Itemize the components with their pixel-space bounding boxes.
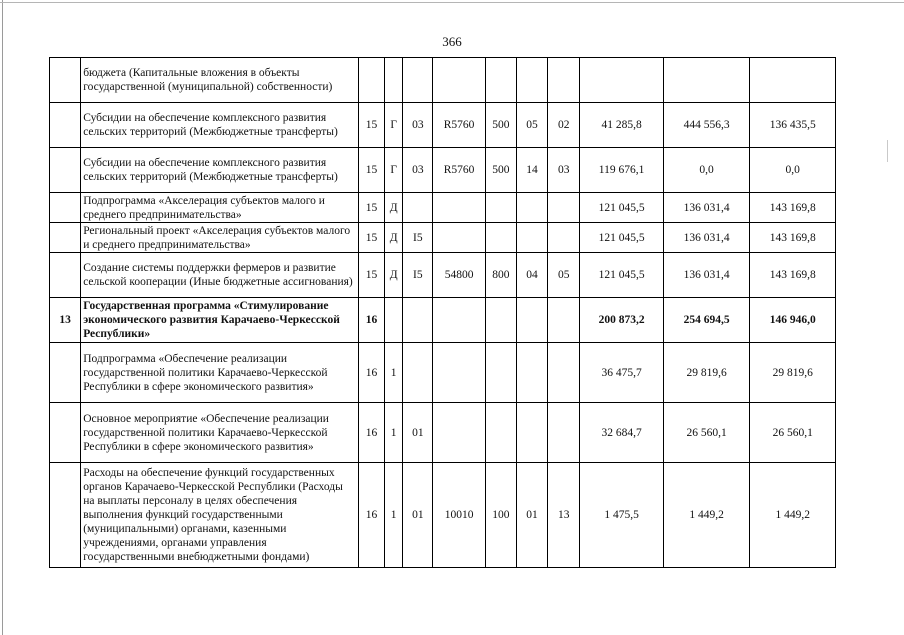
code-pp: 1 bbox=[385, 343, 403, 403]
code-gp: 15 bbox=[358, 148, 384, 193]
amount-year-2: 136 031,4 bbox=[663, 193, 750, 223]
row-number bbox=[50, 193, 81, 223]
row-description: Создание системы поддержки фермеров и развитие сельской кооперации (Иные бюджетные ассигнования) bbox=[81, 253, 359, 298]
code-gp bbox=[358, 58, 384, 103]
amount-year-2: 1 449,2 bbox=[663, 463, 750, 568]
amount-year-3: 26 560,1 bbox=[750, 403, 836, 463]
amount-year-1: 119 676,1 bbox=[580, 148, 664, 193]
table-row bbox=[50, 103, 836, 148]
code-rz bbox=[516, 193, 547, 223]
code-vr: 500 bbox=[485, 103, 516, 148]
budget-table bbox=[49, 57, 836, 568]
code-pp: Д bbox=[385, 193, 403, 223]
amount-year-3 bbox=[750, 58, 836, 103]
amount-year-1: 121 045,5 bbox=[580, 253, 664, 298]
code-vr bbox=[485, 298, 516, 343]
code-om: 01 bbox=[403, 463, 433, 568]
code-vr bbox=[485, 223, 516, 253]
table-row bbox=[50, 148, 836, 193]
row-description: Расходы на обеспечение функций государственных органов Карачаево-Черкесской Республики (Расходы на выплаты персоналу в целях обеспечения выполнения функций государственными (муниципальными) органами, казенными учреждениями, органами управления государственными внебюджетными фондами) bbox=[81, 463, 359, 568]
amount-year-1: 200 873,2 bbox=[580, 298, 664, 343]
code-rz: 01 bbox=[516, 463, 547, 568]
row-number bbox=[50, 148, 81, 193]
code-gp: 15 bbox=[358, 223, 384, 253]
code-rz bbox=[516, 298, 547, 343]
table-row bbox=[50, 298, 836, 343]
row-number bbox=[50, 103, 81, 148]
code-rz bbox=[516, 58, 547, 103]
amount-year-3: 0,0 bbox=[750, 148, 836, 193]
code-om: I5 bbox=[403, 253, 433, 298]
row-description: Региональный проект «Акселерация субъектов малого и среднего предпринимательства» bbox=[81, 223, 359, 253]
row-number bbox=[50, 223, 81, 253]
amount-year-1: 121 045,5 bbox=[580, 223, 664, 253]
code-vr bbox=[485, 343, 516, 403]
code-gp: 16 bbox=[358, 403, 384, 463]
table-row bbox=[50, 223, 836, 253]
row-description: Субсидии на обеспечение комплексного развития сельских территорий (Межбюджетные трансферты) bbox=[81, 103, 359, 148]
row-description: Субсидии на обеспечение комплексного развития сельских территорий (Межбюджетные трансферты) bbox=[81, 148, 359, 193]
amount-year-2: 29 819,6 bbox=[663, 343, 750, 403]
code-rz: 04 bbox=[516, 253, 547, 298]
code-rz bbox=[516, 223, 547, 253]
row-number bbox=[50, 253, 81, 298]
table-row bbox=[50, 403, 836, 463]
code-rz bbox=[516, 403, 547, 463]
code-pr: 02 bbox=[548, 103, 580, 148]
code-direction bbox=[433, 58, 485, 103]
code-om bbox=[403, 298, 433, 343]
code-rz bbox=[516, 343, 547, 403]
code-om: 03 bbox=[403, 103, 433, 148]
amount-year-3: 143 169,8 bbox=[750, 253, 836, 298]
code-om bbox=[403, 193, 433, 223]
code-pr bbox=[548, 58, 580, 103]
code-om: 01 bbox=[403, 403, 433, 463]
code-pp: Г bbox=[385, 103, 403, 148]
scan-edge-top bbox=[0, 2, 904, 3]
amount-year-3: 143 169,8 bbox=[750, 193, 836, 223]
code-vr bbox=[485, 403, 516, 463]
amount-year-3: 146 946,0 bbox=[750, 298, 836, 343]
amount-year-3: 136 435,5 bbox=[750, 103, 836, 148]
code-om: I5 bbox=[403, 223, 433, 253]
amount-year-1: 1 475,5 bbox=[580, 463, 664, 568]
amount-year-2: 26 560,1 bbox=[663, 403, 750, 463]
code-direction bbox=[433, 343, 485, 403]
code-gp: 16 bbox=[358, 343, 384, 403]
code-pp bbox=[385, 298, 403, 343]
code-direction bbox=[433, 223, 485, 253]
scan-mark bbox=[887, 140, 888, 162]
code-gp: 16 bbox=[358, 298, 384, 343]
code-direction bbox=[433, 193, 485, 223]
code-pp: Г bbox=[385, 148, 403, 193]
code-gp: 15 bbox=[358, 193, 384, 223]
code-vr: 800 bbox=[485, 253, 516, 298]
table-row bbox=[50, 193, 836, 223]
code-pr: 03 bbox=[548, 148, 580, 193]
amount-year-1: 36 475,7 bbox=[580, 343, 664, 403]
page-number: 366 bbox=[442, 34, 462, 49]
amount-year-2: 0,0 bbox=[663, 148, 750, 193]
code-rz: 14 bbox=[516, 148, 547, 193]
code-direction: R5760 bbox=[433, 148, 485, 193]
code-direction bbox=[433, 403, 485, 463]
scan-edge-left bbox=[2, 0, 3, 635]
code-pp: 1 bbox=[385, 403, 403, 463]
code-pr bbox=[548, 223, 580, 253]
code-vr: 500 bbox=[485, 148, 516, 193]
amount-year-2 bbox=[663, 58, 750, 103]
code-direction: 54800 bbox=[433, 253, 485, 298]
code-om bbox=[403, 343, 433, 403]
row-number bbox=[50, 58, 81, 103]
code-vr bbox=[485, 58, 516, 103]
code-pr bbox=[548, 193, 580, 223]
amount-year-1: 32 684,7 bbox=[580, 403, 664, 463]
code-pp: Д bbox=[385, 253, 403, 298]
code-om: 03 bbox=[403, 148, 433, 193]
code-pp bbox=[385, 58, 403, 103]
amount-year-1: 41 285,8 bbox=[580, 103, 664, 148]
code-vr: 100 bbox=[485, 463, 516, 568]
code-pp: 1 bbox=[385, 463, 403, 568]
amount-year-3: 143 169,8 bbox=[750, 223, 836, 253]
amount-year-2: 444 556,3 bbox=[663, 103, 750, 148]
table-row bbox=[50, 343, 836, 403]
row-number bbox=[50, 403, 81, 463]
row-description: Основное мероприятие «Обеспечение реализации государственной политики Карачаево-Черкесской Республики в сфере экономического развития» bbox=[81, 403, 359, 463]
code-pr: 13 bbox=[548, 463, 580, 568]
amount-year-2: 136 031,4 bbox=[663, 223, 750, 253]
code-direction bbox=[433, 298, 485, 343]
code-direction: R5760 bbox=[433, 103, 485, 148]
row-number bbox=[50, 343, 81, 403]
code-pr bbox=[548, 298, 580, 343]
row-number bbox=[50, 463, 81, 568]
row-number: 13 bbox=[50, 298, 81, 343]
code-pr bbox=[548, 343, 580, 403]
table-row bbox=[50, 463, 836, 568]
amount-year-1 bbox=[580, 58, 664, 103]
code-om bbox=[403, 58, 433, 103]
code-gp: 16 bbox=[358, 463, 384, 568]
code-vr bbox=[485, 193, 516, 223]
amount-year-3: 1 449,2 bbox=[750, 463, 836, 568]
row-description: Подпрограмма «Обеспечение реализации государственной политики Карачаево-Черкесской Республики в сфере экономического развития» bbox=[81, 343, 359, 403]
code-pp: Д bbox=[385, 223, 403, 253]
code-gp: 15 bbox=[358, 253, 384, 298]
code-pr: 05 bbox=[548, 253, 580, 298]
amount-year-3: 29 819,6 bbox=[750, 343, 836, 403]
code-rz: 05 bbox=[516, 103, 547, 148]
amount-year-2: 136 031,4 bbox=[663, 253, 750, 298]
amount-year-2: 254 694,5 bbox=[663, 298, 750, 343]
code-direction: 10010 bbox=[433, 463, 485, 568]
row-description: Подпрограмма «Акселерация субъектов малого и среднего предпринимательства» bbox=[81, 193, 359, 223]
row-description: Государственная программа «Стимулирование экономического развития Карачаево-Черкесской Республики» bbox=[81, 298, 359, 343]
code-gp: 15 bbox=[358, 103, 384, 148]
amount-year-1: 121 045,5 bbox=[580, 193, 664, 223]
row-description: бюджета (Капитальные вложения в объекты государственной (муниципальной) собственности) bbox=[81, 58, 359, 103]
table-row bbox=[50, 253, 836, 298]
code-pr bbox=[548, 403, 580, 463]
table-row bbox=[50, 58, 836, 103]
